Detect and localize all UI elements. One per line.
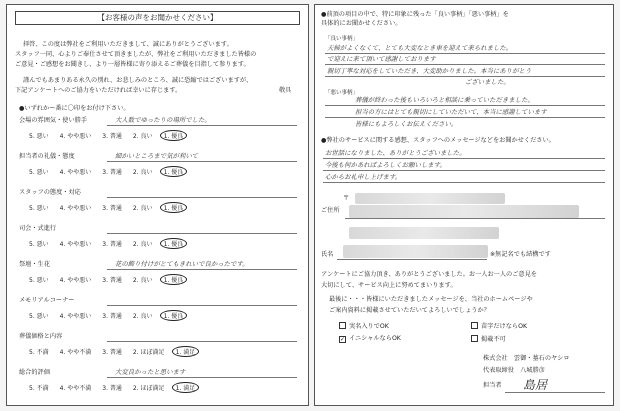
rating-item-note: 花の飾り付けがとてもきれいで良かったです。: [115, 260, 249, 268]
rating-scale: [29, 238, 198, 249]
rating-option[interactable]: 3. 普通: [102, 205, 122, 212]
rating-option[interactable]: 3. 普通: [102, 277, 122, 284]
message-handwriting: 今後も何かあればよろしくお願いします。: [325, 161, 446, 169]
rating-item-note: 大変良かったと思います: [115, 368, 186, 376]
redacted-address: [349, 205, 579, 218]
rating-option[interactable]: 5. 悪い: [29, 241, 49, 248]
rating-option[interactable]: 2. 良い: [132, 169, 153, 176]
checkbox-initials-checked[interactable]: ✓: [340, 336, 346, 343]
address-label: ご住所: [321, 207, 340, 214]
intro-closing: 敬具: [279, 87, 292, 94]
rating-option[interactable]: 5. 不満: [29, 349, 49, 356]
company-name: 株式会社 雲御・墓石のヤシロ: [483, 355, 570, 362]
redacted-name: [343, 245, 488, 258]
anonymous-note: ※無記名でも結構です: [490, 251, 551, 258]
rating-option[interactable]: 1. 優良: [160, 238, 188, 249]
rating-option[interactable]: 2. 良い: [132, 313, 153, 320]
rating-item-note: 大人数でゆったりの場所でした。: [115, 116, 211, 124]
rating-option[interactable]: 3. 普通: [102, 241, 122, 248]
bad-handwriting: 担当の方にはとても親切にしていただいて、本当に感謝しています: [355, 108, 547, 116]
rating-option[interactable]: 4. やや悪い: [59, 133, 92, 140]
rating-item-label: 担当者の礼儀・態度: [19, 153, 75, 160]
name-label: 氏名: [321, 251, 334, 258]
rating-item-note: 細かいところまで気が利いて: [115, 152, 199, 160]
survey-right-page: [314, 4, 614, 406]
rating-option[interactable]: 4. やや悪い: [59, 277, 92, 284]
question-message: ●弊社のサービスに関する感想、スタッフへのメッセージなどをお聞かせください。: [321, 137, 555, 144]
rating-option[interactable]: 5. 悪い: [29, 313, 49, 320]
checkbox-no-publish[interactable]: [471, 335, 478, 342]
redacted-zip: [355, 193, 505, 204]
rating-option[interactable]: 2. 良い: [132, 205, 153, 212]
rating-option[interactable]: 5. 悪い: [29, 133, 49, 140]
question-impressions: ●前頂の項目の中で、特に印象に残った「良い事柄」「悪い事柄」を: [321, 11, 509, 18]
rating-option[interactable]: 1. 優良: [160, 130, 188, 141]
rating-option[interactable]: 1. 優良: [160, 166, 188, 177]
rating-option[interactable]: 5. 悪い: [29, 205, 49, 212]
rating-option[interactable]: 3. 普通: [102, 385, 122, 392]
option-real-name[interactable]: 実名入りでOK: [339, 322, 389, 331]
rating-option[interactable]: 3. 普通: [102, 349, 122, 356]
bad-label: 「悪い事柄」: [325, 90, 359, 96]
intro-line: 下記アンケートへのご協力をいただければ幸いに存じます。: [15, 87, 182, 94]
good-handwriting: で迎えに来て頂いて感謝しております: [327, 55, 436, 63]
survey-banner: 【お客様の声をお聞かせください】: [15, 11, 300, 25]
publish-question: ご案内資料に掲載させていただいてよろしいでしょうか？: [329, 307, 490, 314]
rating-option[interactable]: 4. やや不満: [59, 385, 92, 392]
rating-option[interactable]: 4. やや悪い: [59, 313, 92, 320]
rating-option[interactable]: 1. 満足: [172, 382, 200, 393]
redacted-extra: [349, 227, 499, 239]
rating-scale: [29, 346, 210, 357]
intro-line: ご意見・ご感想をお聞きし、より一層皆様に寄り添えるご葬儀を目指して参ります。: [15, 61, 250, 68]
rating-option[interactable]: 2. 良い: [132, 133, 153, 140]
representative: 代表取締役 八城勝彦: [483, 367, 545, 374]
good-handwriting: ございました。: [465, 78, 510, 86]
intro-line: 拝啓、この度は弊社をご利用いただきまして、誠にありがとうございます。: [23, 41, 233, 48]
rating-option[interactable]: 2. ほぼ満足: [132, 385, 165, 392]
rating-item-label: スタッフの態度・対応: [19, 189, 81, 196]
good-handwriting: 親切丁寧な対応をしていただき、大変助かりました。本当にありがとう: [327, 67, 532, 75]
rating-item-label: 司会・式進行: [19, 225, 57, 232]
rating-scale: [29, 202, 198, 213]
rating-item-label: 祭壇・生花: [19, 261, 50, 268]
rating-scale: [29, 382, 210, 393]
rating-option[interactable]: 3. 普通: [102, 169, 122, 176]
rating-option[interactable]: 1. 優良: [160, 310, 188, 321]
rating-instruction: ●いずれかー番に〇印をお付け下さい。: [19, 105, 130, 112]
rating-item-label: 総合的評価: [19, 369, 50, 376]
question-impressions-cont: 具体的にお聞かせください。: [321, 20, 402, 27]
checkbox-surname[interactable]: [471, 322, 478, 329]
rating-option[interactable]: 3. 普通: [102, 313, 122, 320]
staff-signature: 島居: [523, 378, 548, 392]
option-initials[interactable]: ✓ イニシャルならOK: [340, 335, 401, 343]
rating-option[interactable]: 4. やや悪い: [59, 169, 92, 176]
rating-item-label: 会場の雰囲気・使い勝手: [19, 117, 88, 124]
intro-line: スタッフ一同、心よりご奉仕させて頂きましたが、弊社をご利用いただきました皆様の: [15, 51, 257, 58]
bad-handwriting: 皆様にもよろしくお伝えください。: [355, 120, 458, 128]
message-handwriting: 心からお礼申し上げます。: [325, 173, 402, 181]
rating-option[interactable]: 5. 不満: [29, 385, 49, 392]
rating-item-label: 葬儀価格と内容: [19, 333, 63, 340]
zip-label: 〒: [343, 195, 350, 202]
staff-label: 担当者: [483, 382, 502, 389]
rating-item-label: メモリアルコーナー: [19, 297, 75, 304]
rating-option[interactable]: 4. やや悪い: [59, 241, 92, 248]
good-handwriting: 天候がよくなくて、とても大変なとき車を迎えて来られました。: [327, 44, 513, 52]
survey-left-page: [6, 4, 309, 406]
publish-question: 最後に・・・皆様にいただきましたメッセージを、当社のホームページや: [329, 296, 533, 303]
rating-scale: [29, 310, 198, 321]
bad-handwriting: 葬儀が終わった後もいろいろと相談に乗っていただきました。: [355, 96, 534, 104]
rating-option[interactable]: 2. 良い: [132, 241, 153, 248]
rating-option[interactable]: 5. 悪い: [29, 169, 49, 176]
option-no-publish[interactable]: 掲載不可: [471, 335, 506, 344]
thanks-line: 大切にして、サービス向上に努めてまいります。: [321, 282, 457, 289]
rating-option[interactable]: 2. ほぼ満足: [132, 349, 165, 356]
rating-option[interactable]: 3. 普通: [102, 133, 122, 140]
rating-scale: [29, 166, 198, 177]
rating-scale: [29, 130, 198, 141]
rating-option[interactable]: 1. 満足: [172, 346, 200, 357]
rating-option[interactable]: 4. やや不満: [59, 349, 92, 356]
rating-option[interactable]: 5. 悪い: [29, 277, 49, 284]
rating-option[interactable]: 2. 良い: [132, 277, 153, 284]
thanks-line: アンケートにご協力頂き、ありがとうございました。お一人お一人のご意見を: [321, 271, 537, 278]
rating-option[interactable]: 1. 優良: [160, 274, 188, 285]
good-label: 「良い事柄」: [325, 36, 359, 42]
checkbox-real-name[interactable]: [339, 322, 346, 329]
intro-line: 謹んでもあまりある永久の別れ、お悲しみのところ、誠に恐縮ではございますが、: [23, 77, 253, 84]
option-surname[interactable]: 苗字だけならOK: [471, 322, 527, 331]
message-handwriting: お世話になりました、ありがとうございました。: [325, 149, 466, 157]
rating-scale: [29, 274, 198, 285]
rating-option[interactable]: 4. やや悪い: [59, 205, 92, 212]
rating-option[interactable]: 1. 優良: [160, 202, 188, 213]
